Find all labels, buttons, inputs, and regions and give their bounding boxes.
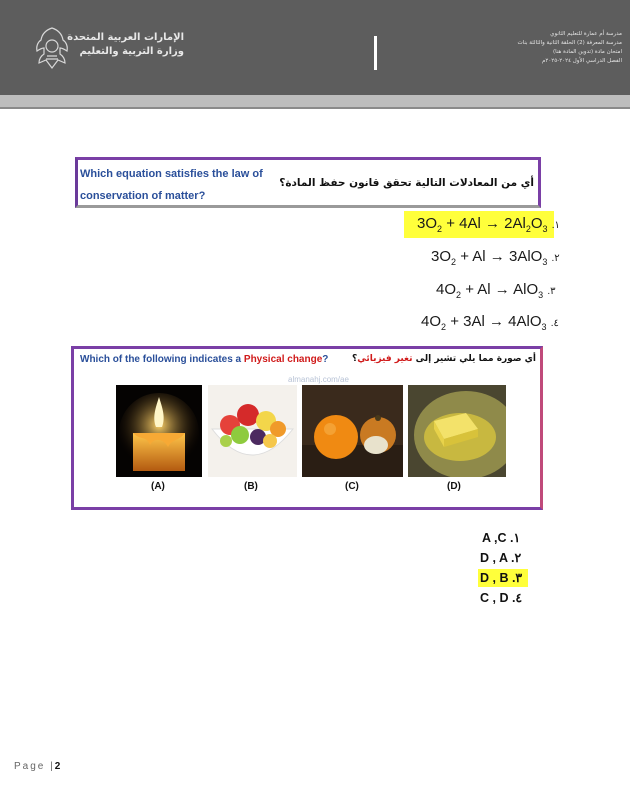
picture-c-label: (C) bbox=[345, 481, 359, 492]
picture-d-butter bbox=[408, 385, 506, 477]
q2-answer-2: D , A .٢ bbox=[480, 551, 522, 565]
q1-option-2: $3O_2 + Al \to 3AlO_3$ .٢ bbox=[431, 248, 560, 267]
header-divider-line bbox=[0, 107, 630, 109]
picture-d-label: (D) bbox=[447, 481, 461, 492]
q1-option-4: $4O_2 + 3Al \to 4AlO_3$ .٤ bbox=[421, 313, 559, 332]
question-2-english: Which of the following indicates a Physical change? bbox=[80, 354, 329, 365]
header-school-line-2: مدرسة المعرفة (2) الحلقة الثانية والثالثة بنات bbox=[517, 40, 622, 46]
fruit-bowl-icon bbox=[208, 385, 297, 477]
header-country: الإمارات العربية المتحدة bbox=[67, 32, 184, 43]
candle-icon bbox=[116, 385, 202, 477]
question-1-arabic: أي من المعادلات التالية تحقق قانون حفظ المادة؟ bbox=[279, 177, 534, 189]
physical-change-term: Physical change bbox=[243, 354, 323, 365]
picture-c-oranges bbox=[302, 385, 403, 477]
picture-b-fruit-salad bbox=[208, 385, 297, 477]
uae-emblem-icon bbox=[32, 24, 72, 72]
picture-b-label: (B) bbox=[244, 481, 258, 492]
q1-option-3: $4O_2 + Al \to AlO_3$ .٣ bbox=[436, 281, 556, 300]
page-footer: Page |2 bbox=[14, 761, 61, 772]
picture-a-label: (A) bbox=[151, 481, 165, 492]
header-separator bbox=[374, 36, 377, 70]
header-strip bbox=[0, 95, 630, 107]
orange-icon bbox=[302, 385, 403, 477]
butter-icon bbox=[408, 385, 506, 477]
question-2-arabic: أي صورة مما يلي تشير إلى تغير فيزيائي؟ bbox=[351, 354, 536, 364]
picture-a-candle bbox=[116, 385, 202, 477]
header-ministry: وزارة التربية والتعليم bbox=[79, 46, 184, 57]
q1-option-1: $3O_2 + 4Al \to 2Al_2O_3$ .١ bbox=[417, 215, 560, 234]
q2-answer-3: D , B .٣ bbox=[480, 571, 523, 585]
q2-answer-1: A ,C .١ bbox=[482, 531, 521, 545]
header-school-line-4: الفصل الدراسي الأول ٢٠٢٤-٢٠٢٥م bbox=[541, 58, 622, 64]
question-1-english: Which equation satisfies the law of conservation of matter? bbox=[80, 168, 263, 202]
header-school-line-3: امتحان مادة (تدوين المادة هنا) bbox=[552, 49, 622, 55]
q2-answer-4: C , D .٤ bbox=[480, 591, 523, 605]
header-school-line-1: مدرسة أم عمارة للتعليم الثانوي bbox=[550, 31, 622, 37]
watermark-text: almanahj.com/ae bbox=[288, 375, 349, 384]
